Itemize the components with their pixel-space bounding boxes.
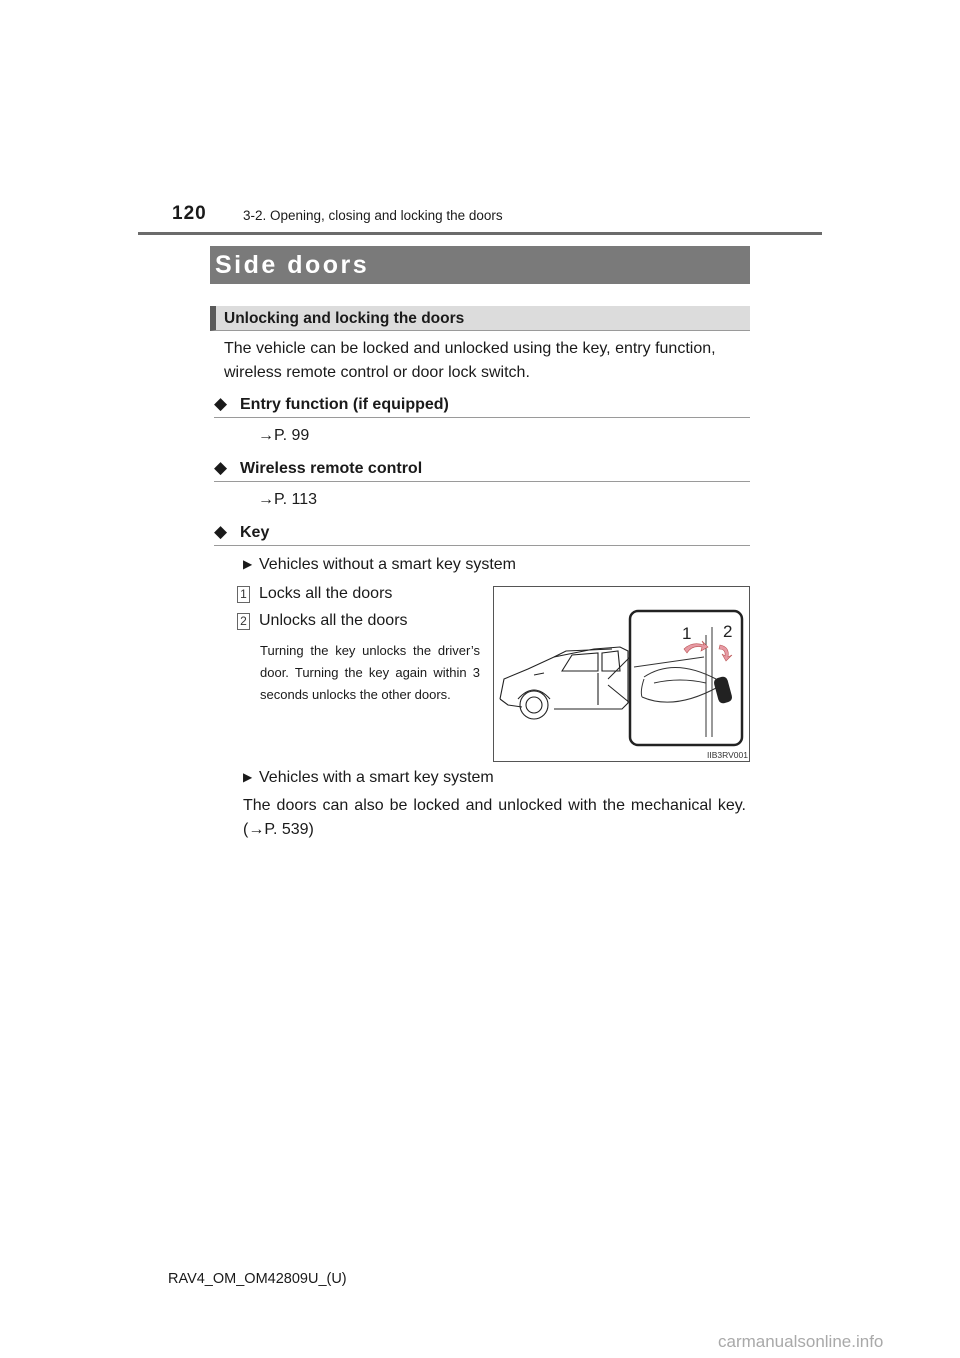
item-heading-key: ◆ Key	[214, 519, 750, 546]
illustration-code: IIB3RV001	[707, 750, 748, 760]
key-note: Turning the key unlocks the driver’s door. Turning the key again within 3 seconds unlocks the other doors.	[260, 643, 480, 702]
car-door-key-drawing	[494, 587, 749, 761]
diamond-bullet-icon: ◆	[214, 458, 228, 477]
page-reference[interactable]: →P. 99	[258, 427, 310, 444]
right-arrow-icon: →	[258, 427, 274, 444]
item-heading-wireless-remote: ◆ Wireless remote control	[214, 455, 750, 482]
intro-paragraph: The vehicle can be locked and unlocked using the key, entry function, wireless remote control or door lock switch.	[224, 340, 716, 381]
section-subheading: Unlocking and locking the doors	[210, 306, 750, 331]
watermark: carmanualsonline.info	[718, 1332, 884, 1351]
right-arrow-icon: →	[258, 491, 274, 508]
item-heading-entry-function: ◆ Entry function (if equipped)	[214, 391, 750, 418]
right-arrow-icon: →	[248, 821, 265, 838]
section-breadcrumb: 3-2. Opening, closing and locking the doors	[243, 208, 503, 223]
triangle-bullet-icon: ▶	[243, 770, 253, 784]
step-lock: 1 Locks all the doors	[237, 585, 392, 603]
step-number-badge: 1	[237, 586, 250, 603]
page-reference[interactable]: →P. 113	[258, 491, 318, 508]
smart-key-paragraph: The doors can also be locked and unlocked with the mechanical key. (→P. 539)	[243, 797, 746, 838]
diamond-bullet-icon: ◆	[214, 394, 228, 413]
step-number-badge: 2	[237, 613, 250, 630]
condition-no-smart-key: ▶ Vehicles without a smart key system	[243, 556, 516, 573]
step-unlock: 2 Unlocks all the doors	[237, 612, 408, 630]
triangle-bullet-icon: ▶	[243, 557, 253, 571]
document-code-footer: RAV4_OM_OM42809U_(U)	[168, 1271, 347, 1287]
page-title: Side doors	[210, 246, 750, 284]
callout-2: 2	[723, 622, 733, 641]
callout-1: 1	[682, 624, 692, 643]
page-number: 120	[172, 203, 207, 224]
condition-smart-key: ▶ Vehicles with a smart key system	[243, 769, 494, 786]
page-reference[interactable]: P. 539	[264, 821, 309, 838]
header-divider	[138, 232, 822, 235]
diamond-bullet-icon: ◆	[214, 522, 228, 541]
door-key-illustration	[493, 586, 750, 762]
